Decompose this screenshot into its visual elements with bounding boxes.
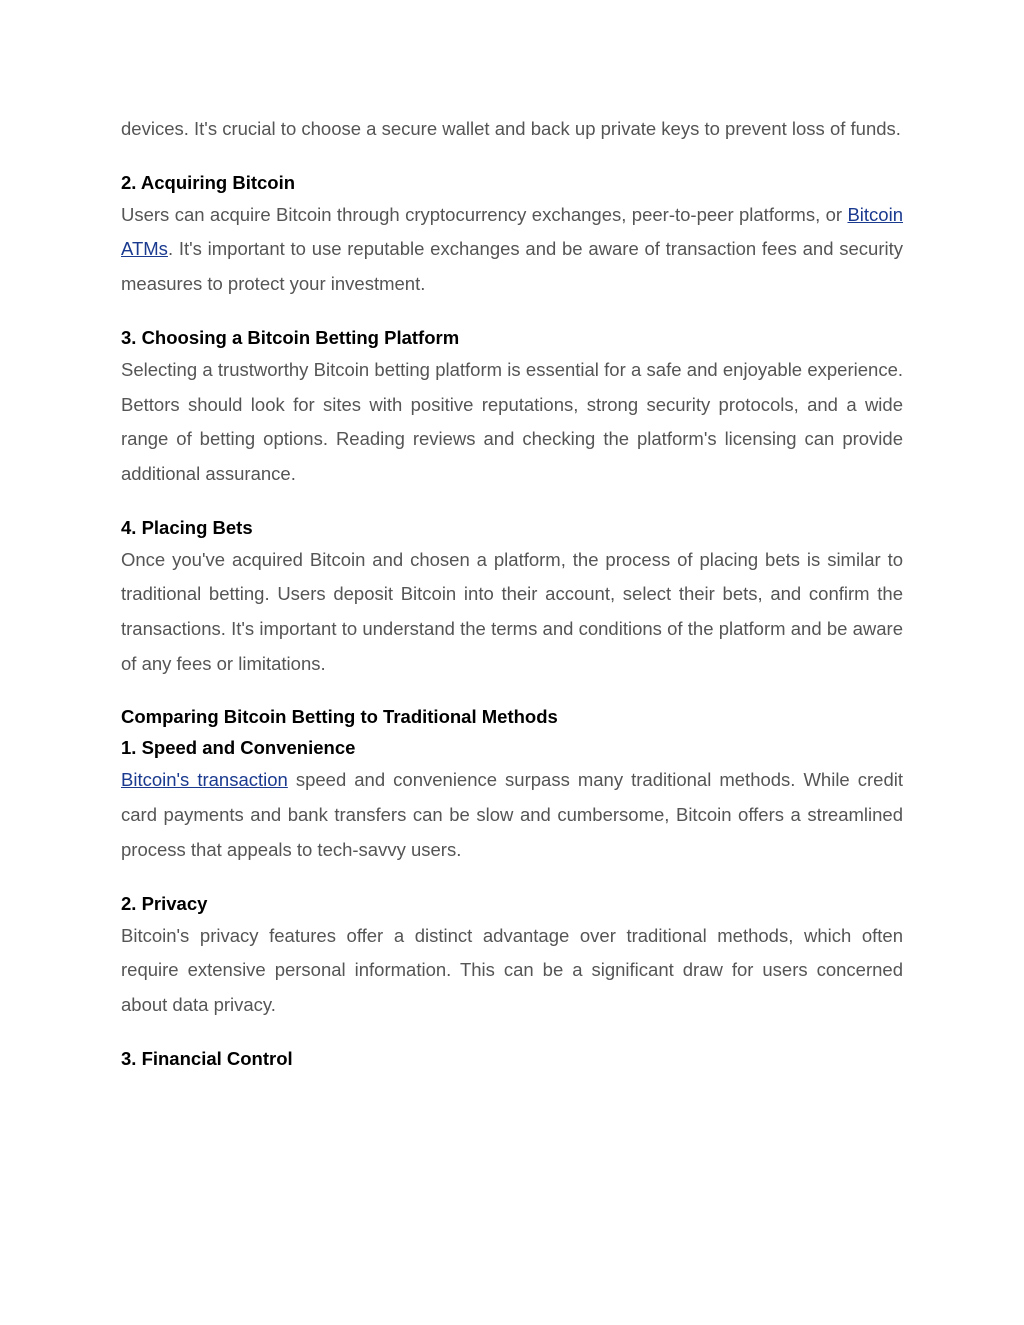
spacer	[121, 681, 903, 701]
acquiring-paragraph	[121, 198, 903, 302]
intro-paragraph: devices. It's crucial to choose a secure wallet and back up private keys to prevent loss of funds.	[121, 118, 901, 139]
privacy-paragraph: Bitcoin's privacy features offer a distinct advantage over traditional methods, which often require extensive personal information. This can be a significant draw for users concerned about data privacy.	[121, 924, 903, 1015]
financial-control-heading: 3. Financial Control	[121, 1047, 293, 1069]
privacy-heading: 2. Privacy	[121, 892, 208, 914]
spacer	[121, 492, 903, 512]
placing-paragraph: Once you've acquired Bitcoin and chosen a platform, the process of placing bets is similar to traditional betting. Users deposit Bitcoin into their account, select their bets, and confirm the transactions. It's important to understand the terms and conditions of the platform and be aware of any fees or limitations.	[121, 548, 903, 674]
choosing-heading: 3. Choosing a Bitcoin Betting Platform	[121, 326, 460, 348]
speed-heading: 1. Speed and Convenience	[121, 737, 356, 759]
speed-text-post: speed and convenience surpass many traditional methods. While credit card payments and bank transfers can be slow and cumbersome, Bitcoin offers a streamlined process that appeals to tech-savvy users.	[121, 769, 903, 860]
speed-paragraph	[121, 763, 903, 867]
bitcoin-transaction-link[interactable]: Bitcoin's transaction	[121, 769, 288, 791]
spacer	[121, 1023, 903, 1043]
spacer	[121, 147, 903, 167]
spacer	[121, 868, 903, 888]
acquiring-text-pre: Users can acquire Bitcoin through cryptocurrency exchanges, peer-to-peer platforms, or	[121, 203, 848, 225]
comparing-heading: Comparing Bitcoin Betting to Traditional Methods	[121, 706, 558, 728]
bitcoin-atms-link[interactable]: Bitcoin ATMs	[121, 203, 903, 260]
spacer	[121, 302, 903, 322]
placing-heading: 4. Placing Bets	[121, 516, 253, 538]
choosing-paragraph: Selecting a trustworthy Bitcoin betting platform is essential for a safe and enjoyable experience. Bettors should look for sites with positive reputations, strong security protocols, and a wide range of betting options. Reading reviews and checking the platform's licensing can provide additional assurance.	[121, 358, 903, 484]
document-page	[121, 112, 903, 1074]
acquiring-heading: 2. Acquiring Bitcoin	[121, 171, 296, 193]
acquiring-text-post: . It's important to use reputable exchanges and be aware of transaction fees and security measures to protect your investment.	[121, 238, 903, 295]
